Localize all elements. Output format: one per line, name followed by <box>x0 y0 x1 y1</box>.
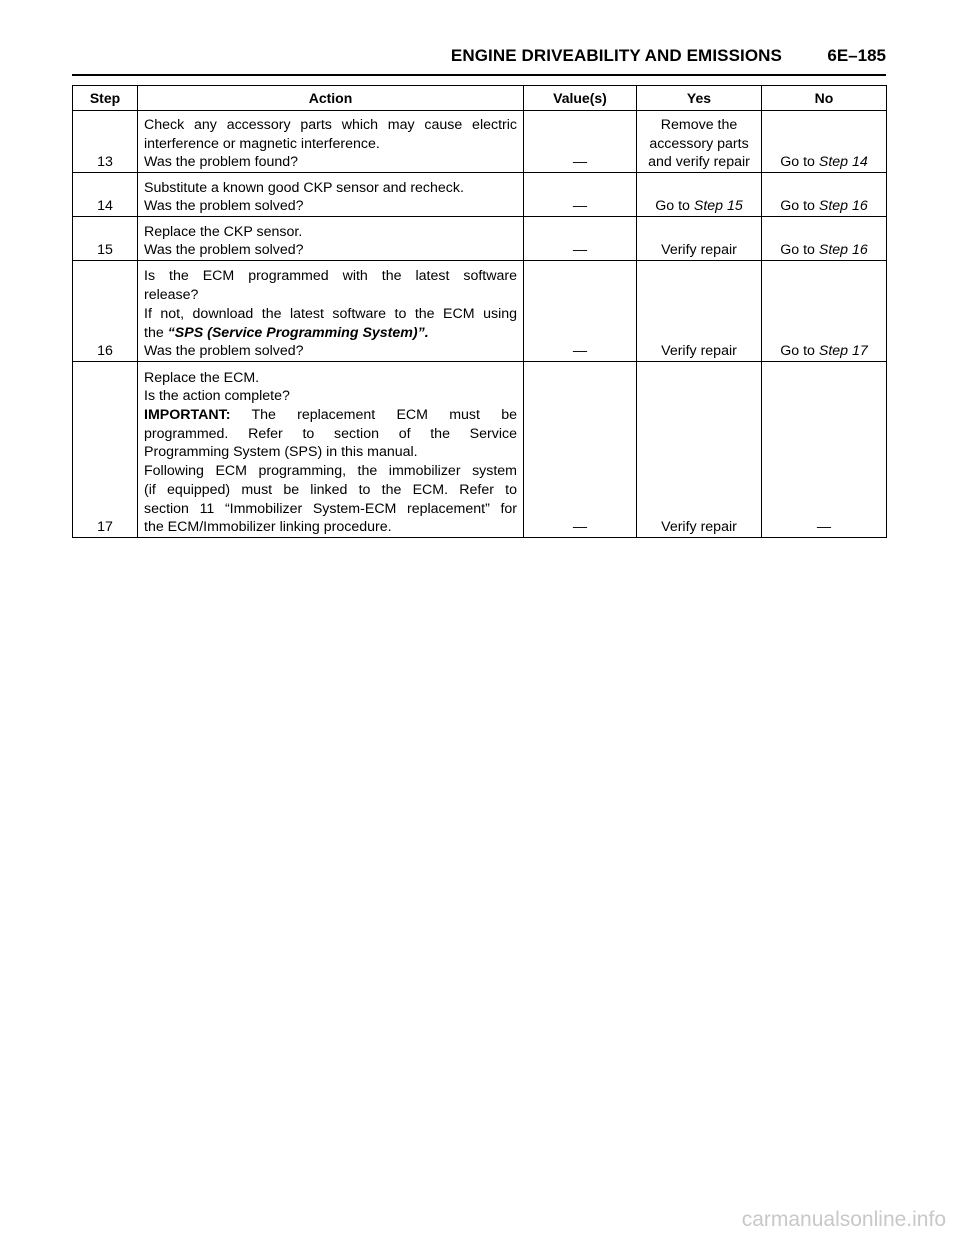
step-number: 17 <box>73 362 138 538</box>
col-header-no: No <box>762 86 887 111</box>
watermark: carmanualsonline.info <box>741 1208 946 1231</box>
diagnostic-table <box>72 85 887 538</box>
no-cell: Go to Step 17 <box>762 261 887 362</box>
col-header-values: Value(s) <box>524 86 637 111</box>
section-title: ENGINE DRIVEABILITY AND EMISSIONS <box>450 46 782 65</box>
step-number: 14 <box>73 173 138 217</box>
col-header-yes: Yes <box>637 86 762 111</box>
no-cell: — <box>762 362 887 538</box>
col-header-action: Action <box>138 86 524 111</box>
table-row <box>73 111 887 173</box>
step-number: 16 <box>73 261 138 362</box>
yes-cell: Go to Step 15 <box>637 173 762 217</box>
value-cell: — <box>524 111 637 173</box>
value-cell: — <box>524 173 637 217</box>
action-cell: Check any accessory parts which may cause electric interference or magnetic interference. Was the problem found? <box>138 111 524 173</box>
no-cell: Go to Step 16 <box>762 217 887 261</box>
action-cell: Substitute a known good CKP sensor and recheck. Was the problem solved? <box>138 173 524 217</box>
table-row <box>73 261 887 362</box>
yes-cell: Remove the accessory parts and verify repair <box>637 111 762 173</box>
no-cell: Go to Step 14 <box>762 111 887 173</box>
table-row <box>73 217 887 261</box>
yes-cell: Verify repair <box>637 217 762 261</box>
table-row <box>73 173 887 217</box>
value-cell: — <box>524 362 637 538</box>
action-cell: Replace the ECM. Is the action complete? IMPORTANT: The replacement ECM must be programmed. Refer to section of the Service Programming System (SPS) in this manual. Following ECM programming, the immobilizer system (if equipped) must be linked to the ECM. Refer to section 11 “Immobilizer System-ECM replacement” for the ECM/Immobilizer linking procedure. <box>138 362 524 538</box>
table-header-row <box>73 86 887 111</box>
table-row <box>73 362 887 538</box>
yes-cell: Verify repair <box>637 362 762 538</box>
step-number: 13 <box>73 111 138 173</box>
action-cell: Replace the CKP sensor. Was the problem solved? <box>138 217 524 261</box>
no-cell: Go to Step 16 <box>762 173 887 217</box>
col-header-step: Step <box>73 86 138 111</box>
value-cell: — <box>524 261 637 362</box>
page-header <box>72 44 886 76</box>
step-number: 15 <box>73 217 138 261</box>
value-cell: — <box>524 217 637 261</box>
action-cell: Is the ECM programmed with the latest software release? If not, download the latest software to the ECM using the “SPS (Service Programming System)”. Was the problem solved? <box>138 261 524 362</box>
yes-cell: Verify repair <box>637 261 762 362</box>
page-number: 6E–185 <box>827 46 886 65</box>
